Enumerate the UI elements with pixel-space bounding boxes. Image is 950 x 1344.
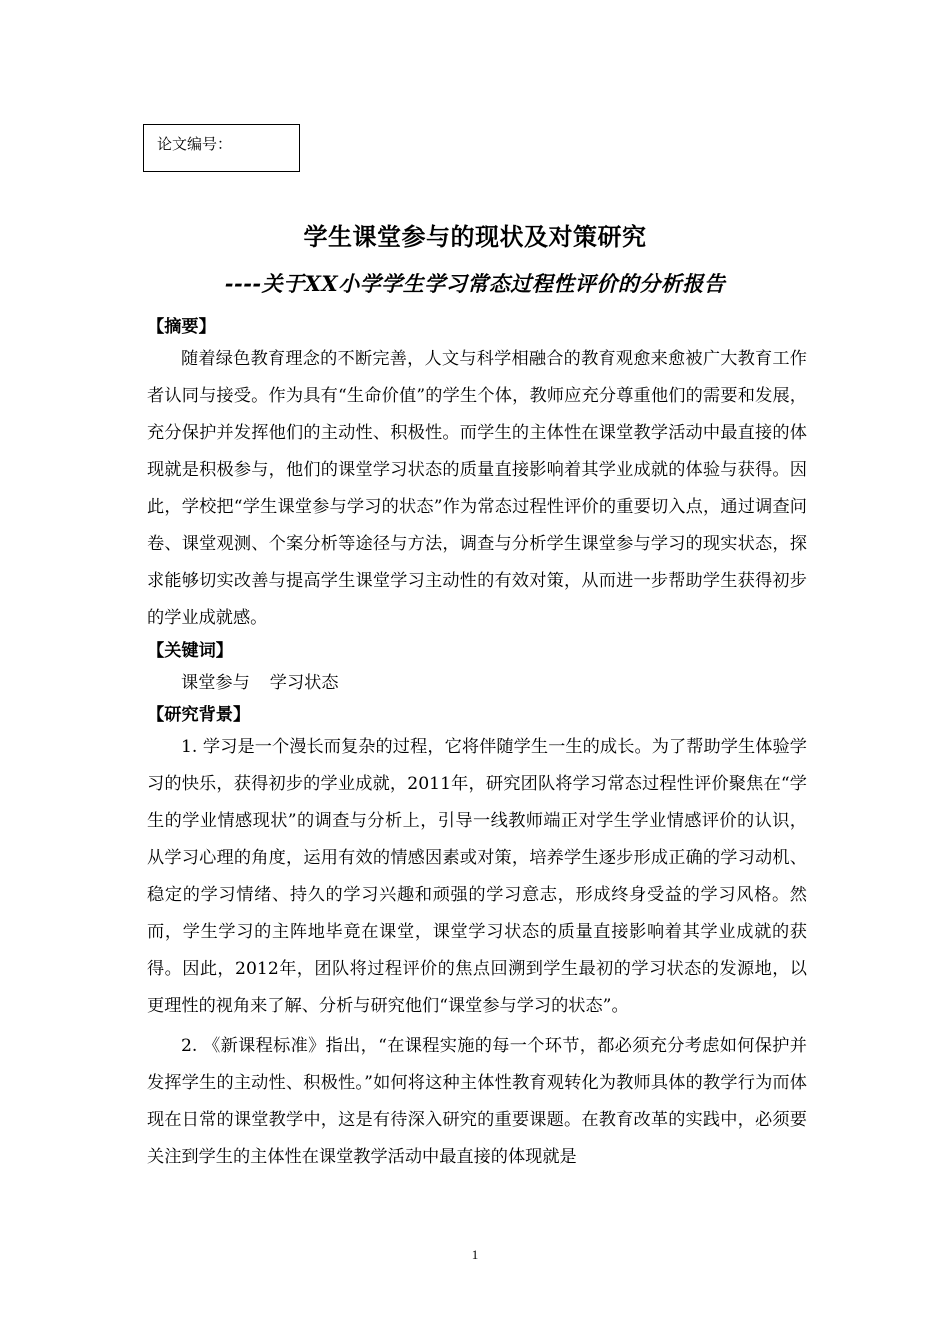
paper-id-box [143, 124, 300, 172]
document-subtitle: ----关于XX小学学生学习常态过程性评价的分析报告 [224, 271, 726, 296]
keywords-heading: 【关键词】 [147, 641, 233, 661]
paper-id-label: 论文编号： [157, 135, 233, 153]
abstract-paragraph: 随着绿色教育理念的不断完善，人文与科学相融合的教育观愈来愈被广大教育工作者认同与接受。作为具有“生命价值”的学生个体，教师应充分尊重他们的需要和发展，充分保护并发挥他们的主动性、积极性。而学生的主体性在课堂教学活动中最直接的体现就是积极参与，他们的课堂学习状态的质量直接影响着其学业成就的体验与获得。因此，学校把“学生课堂参与学习的状态”作为常态过程性评价的重要切入点，通过调查问卷、课堂观测、个案分析等途径与方法，调查与分析学生课堂参与学习的现实状态，探求能够切实改善与提高学生课堂学习主动性的有效对策，从而进一步帮助学生获得初步的学业成就感。 [147, 349, 807, 628]
abstract-heading: 【摘要】 [147, 317, 216, 337]
document-body [147, 313, 807, 1176]
background-paragraph-1: 1. 学习是一个漫长而复杂的过程，它将伴随学生一生的成长。为了帮助学生体验学习的快乐，获得初步的学业成就，2011年，研究团队将学习常态过程性评价聚焦在“学生的学业情感现状”的调查与分析上，引导一线教师端正对学生学业情感评价的认识，从学习心理的角度，运用有效的情感因素或对策，培养学生逐步形成正确的学习动机、稳定的学习情绪、持久的学习兴趣和顽强的学习意志，形成终身受益的学习风格。然而，学生学习的主阵地毕竟在课堂，课堂学习状态的质量直接影响着其学业成就的获得。因此，2012年，团队将过程评价的焦点回溯到学生最初的学习状态的发源地，以更理性的视角来了解、分析与研究他们“课堂参与学习的状态”。 [147, 737, 807, 1016]
background-paragraph-2: 2. 《新课程标准》指出，“在课程实施的每一个环节，都必须充分考虑如何保护并发挥学生的主动性、积极性。”如何将这种主体性教育观转化为教师具体的教学行为而体现在日常的课堂教学中，这是有待深入研究的重要课题。在教育改革的实践中，必须要关注到学生的主体性在课堂教学活动中最直接的体现就是 [147, 1036, 807, 1167]
keyword-item: 学习状态 [269, 673, 339, 693]
keyword-item: 课堂参与 [181, 673, 250, 693]
document-title: 学生课堂参与的现状及对策研究 [303, 223, 647, 251]
background-heading: 【研究背景】 [147, 705, 251, 725]
page-number: 1 [471, 1247, 479, 1262]
keywords-list [147, 665, 807, 701]
